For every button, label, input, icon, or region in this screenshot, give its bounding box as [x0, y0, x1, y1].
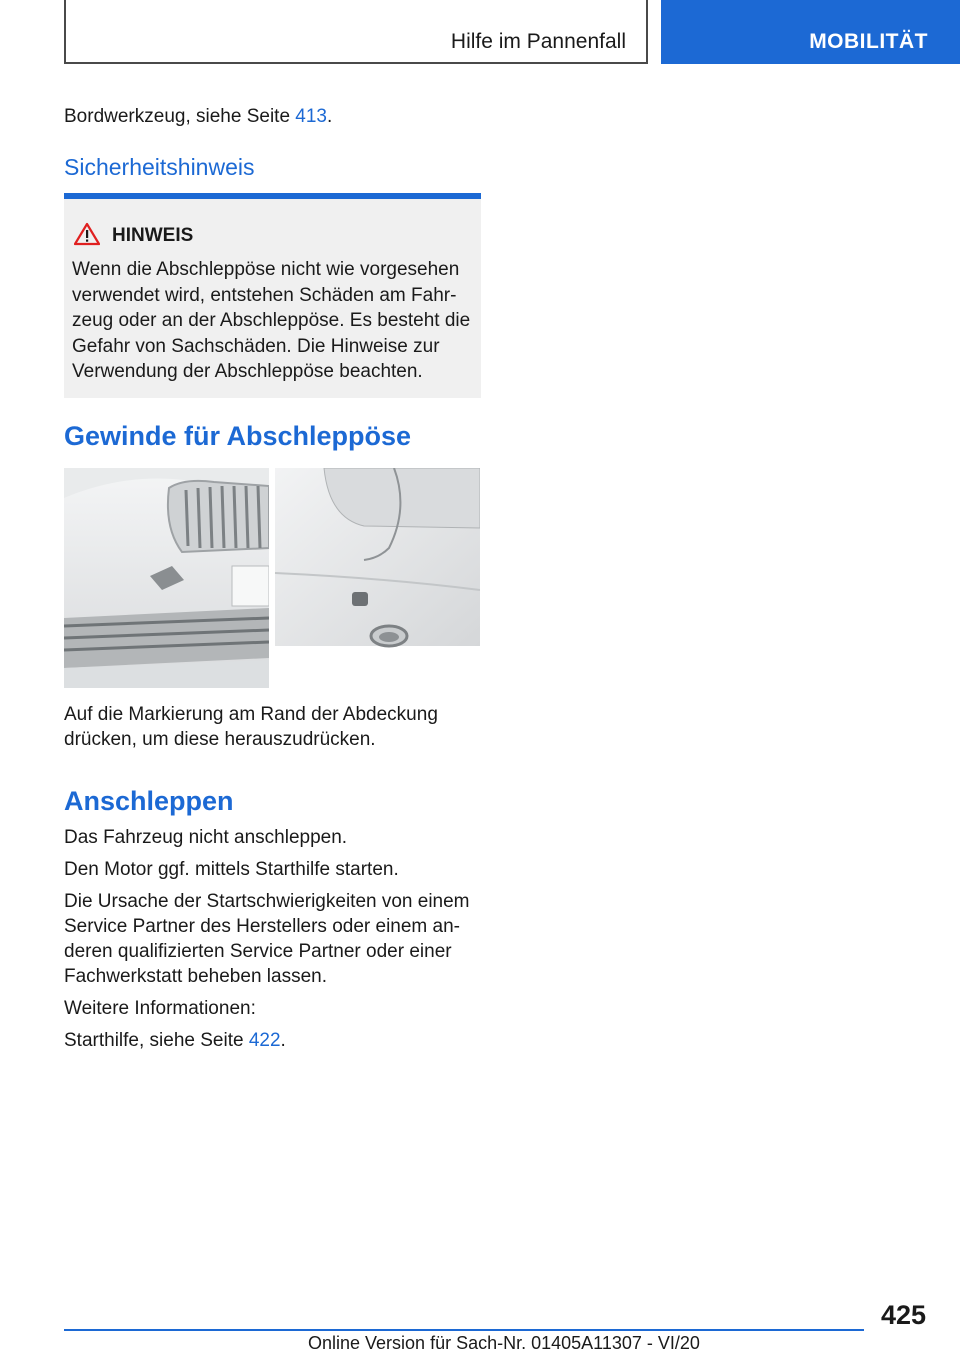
notice-line: verwendet wird, entstehen Schäden am Fahr- [72, 284, 457, 306]
footer-rule [64, 1329, 864, 1331]
caption-line: Auf die Markierung am Rand der Abdeckung [64, 704, 438, 725]
tow-eye-cover-illustration [64, 468, 480, 688]
paragraph-line: Service Partner des Herstellers oder einem an- [64, 916, 461, 937]
header-section-box [64, 0, 648, 64]
page-link-413[interactable]: 413 [295, 106, 327, 127]
intro-suffix: . [327, 106, 333, 127]
more-info-label: Weitere Informationen: [64, 998, 256, 1019]
notice-label: HINWEIS [112, 225, 194, 246]
starthilfe-reference [64, 1028, 482, 1053]
footer-version: Online Version für Sach-Nr. 01405A11307 - VI/20 [308, 1333, 700, 1353]
notice-line: Wenn die Abschleppöse nicht wie vorgesehen [72, 259, 460, 280]
paragraph-line: Fachwerkstatt beheben lassen. [64, 966, 327, 987]
notice-line: zeug oder an der Abschleppöse. Es besteht die [72, 310, 471, 331]
thread-heading: Gewinde für Abschleppöse [64, 421, 412, 451]
page-link-422[interactable]: 422 [248, 1030, 281, 1051]
intro-paragraph [64, 104, 482, 129]
notice-line: Gefahr von Sachschäden. Die Hinweise zur [72, 335, 440, 357]
paragraph-line: Die Ursache der Startschwierigkeiten von einem [64, 891, 470, 912]
notice-line: Verwendung der Abschleppöse beachten. [72, 361, 423, 382]
safety-heading: Sicherheitshinweis [64, 154, 255, 180]
reference-suffix: . [280, 1030, 286, 1051]
intro-text: Bordwerkzeug, siehe Seite [64, 106, 296, 127]
illustration-caption [64, 702, 482, 752]
towing-paragraph-2: Den Motor ggf. mittels Starthilfe starten. [64, 859, 399, 880]
caption-line: drücken, um diese herauszudrücken. [64, 729, 376, 750]
notice-text [72, 257, 476, 385]
notice-box [64, 193, 481, 398]
chapter-label: MOBILITÄT [809, 30, 928, 53]
section-title: Hilfe im Pannenfall [450, 30, 626, 53]
car-bumper-image [64, 468, 480, 688]
towing-heading: Anschleppen [64, 786, 234, 816]
paragraph-line: deren qualifizierten Service Partner oder einer [64, 941, 452, 962]
reference-text: Starthilfe, siehe Seite [64, 1030, 249, 1051]
towing-paragraph-1: Das Fahrzeug nicht anschleppen. [64, 827, 348, 848]
towing-paragraph-3 [64, 889, 482, 989]
warning-triangle-icon [74, 222, 100, 246]
chapter-tab[interactable] [661, 0, 960, 64]
page-number: 425 [880, 1300, 926, 1330]
